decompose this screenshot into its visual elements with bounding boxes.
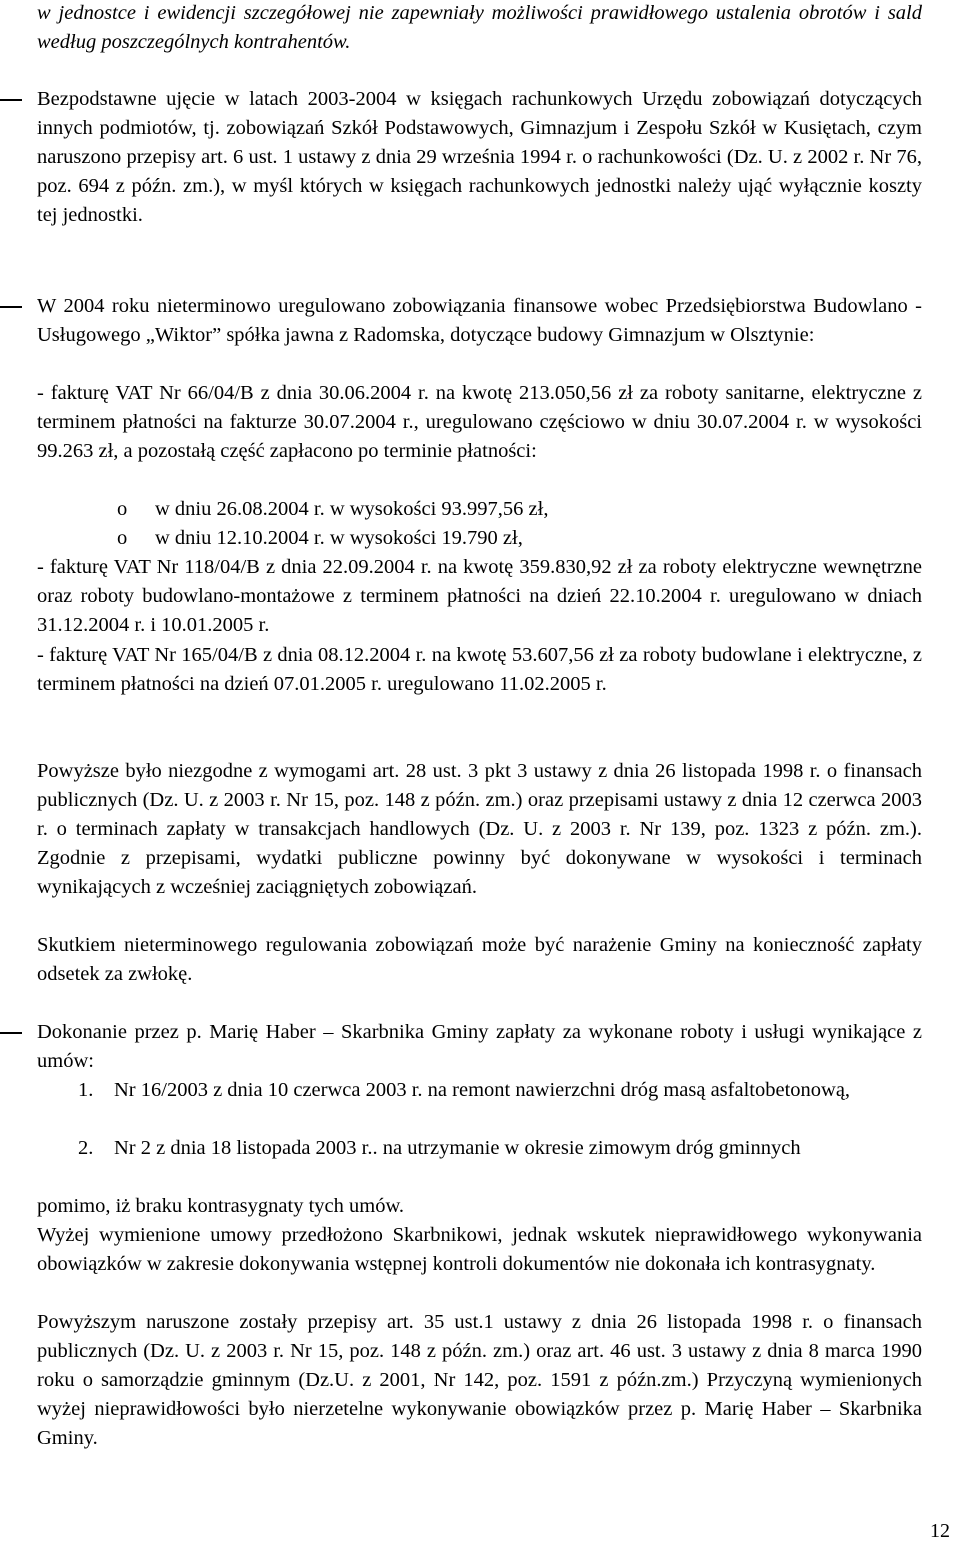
- paragraph-no-countersignature: pomimo, iż braku kontrasygnaty tych umów.: [37, 1195, 405, 1217]
- list-number: 2.: [78, 1137, 94, 1159]
- invoice-66-04-b: - fakturę VAT Nr 66/04/B z dnia 30.06.2004 r. na kwotę 213.050,56 zł za roboty sanitarne, elektryczne z terminem płatności na fakturze 30.07.2004 r., uregulowano częściowo w dniu 30.07.2004 r. w wysokości 99.263 zł, a pozostałą część zapłacono po terminie płatności:: [37, 382, 922, 462]
- contract-text-1: Nr 16/2003 z dnia 10 czerwca 2003 r. na remont nawierzchni dróg masą asfaltobetonową,: [114, 1079, 851, 1101]
- bullet-marker: o: [117, 527, 128, 549]
- paragraph-unjustified-liabilities: Bezpodstawne ujęcie w latach 2003-2004 w księgach rachunkowych Urzędu zobowiązań dotyczących innych podmiotów, tj. zobowiązań Szkół Podstawowych, Gimnazjum i Zespołu Szkół w Kusiętach, czym naruszono przepisy art. 6 ust. 1 ustawy z dnia 29 września 1994 r. o rachunkowości (Dz. U. z 2002 r. Nr 76, poz. 694 z późn. zm.), w myśl których w księgach rachunkowych jednostki należy ująć wyłącznie koszty tej jednostki.: [37, 88, 922, 226]
- dash-bullet: [0, 99, 22, 101]
- invoice-165-04-b: - fakturę VAT Nr 165/04/B z dnia 08.12.2004 r. na kwotę 53.607,56 zł za roboty budowlane i elektryczne, z terminem płatności na dzień 07.01.2005 r. uregulowano 11.02.2005 r.: [37, 644, 922, 695]
- bullet-marker: o: [117, 498, 128, 520]
- paragraph-consequence: Skutkiem nieterminowego regulowania zobowiązań może być narażenie Gminy na konieczność zapłaty odsetek za zwłokę.: [37, 934, 922, 985]
- finding-late-payments: [37, 292, 922, 350]
- finding-countersignature: [37, 1018, 922, 1076]
- contract-text-2: Nr 2 z dnia 18 listopada 2003 r.. na utrzymanie w okresie zimowym dróg gminnych: [114, 1137, 801, 1159]
- dash-bullet: [0, 1032, 22, 1034]
- paragraph-accounting-records: w jednostce i ewidencji szczegółowej nie zapewniały możliwości prawidłowego ustalenia obrotów i sald według poszczególnych kontrahentów.: [37, 2, 922, 53]
- payment-text-2: w dniu 12.10.2004 r. w wysokości 19.790 zł,: [155, 527, 523, 549]
- paragraph-violations: Powyższym naruszone zostały przepisy art. 35 ust.1 ustawy z dnia 26 listopada 1998 r. o finansach publicznych (Dz. U. z 2003 r. Nr 15, poz. 148 z późn. zm.) oraz art. 46 ust. 3 ustawy z dnia 8 marca 1990 roku o samorządzie gminnym (Dz.U. z 2001, Nr 142, poz. 1591 z późn.zm.) Przyczyną wymienionych wyżej nieprawidłowości było nierzetelne wykonywanie obowiązków przez p. Marię Haber – Skarbnika Gminy.: [37, 1311, 922, 1449]
- paragraph-late-payments: W 2004 roku nieterminowo uregulowano zobowiązania finansowe wobec Przedsiębiorstwa Budowlano - Usługowego „Wiktor” spółka jawna z Radomska, dotyczące budowy Gimnazjum w Olsztynie:: [37, 295, 922, 346]
- payment-item-1: [37, 495, 922, 524]
- contract-item-1: [37, 1076, 922, 1105]
- payment-text-1: w dniu 26.08.2004 r. w wysokości 93.997,56 zł,: [155, 498, 549, 520]
- finding-unjustified-liabilities: [37, 85, 922, 230]
- payment-item-2: [37, 524, 922, 553]
- paragraph-contracts-submitted: Wyżej wymienione umowy przedłożono Skarbnikowi, jednak wskutek nieprawidłowego wykonywania obowiązków w zakresie dokonywania wstępnej kontroli dokumentów nie dokonała ich kontrasygnaty.: [37, 1224, 922, 1275]
- paragraph-payment-contracts: Dokonanie przez p. Marię Haber – Skarbnika Gminy zapłaty za wykonane roboty i usługi wynikające z umów:: [37, 1021, 922, 1072]
- paragraph-legal-basis: Powyższe było niezgodne z wymogami art. 28 ust. 3 pkt 3 ustawy z dnia 26 listopada 1998 r. o finansach publicznych (Dz. U. z 2003 r. Nr 15, poz. 148 z późn. zm.) oraz przepisami ustawy z dnia 12 czerwca 2003 r. o terminach zapłaty w transakcjach handlowych (Dz. U. z 2003 r. Nr 139, poz. 1323 z późn. zm.). Zgodnie z przepisami, wydatki publiczne powinny być dokonywane w wysokości i terminach wynikających z wcześniej zaciągniętych zobowiązań.: [37, 760, 922, 898]
- page-number: 12: [930, 1520, 950, 1542]
- contract-item-2: [37, 1134, 922, 1163]
- invoice-118-04-b: - fakturę VAT Nr 118/04/B z dnia 22.09.2004 r. na kwotę 359.830,92 zł za roboty elektryczne wewnętrzne oraz roboty budowlano-montażowe z terminem płatności na dzień 22.10.2004 r. uregulowano w dniach 31.12.2004 r. i 10.01.2005 r.: [37, 556, 922, 636]
- dash-bullet: [0, 306, 22, 308]
- list-number: 1.: [78, 1079, 94, 1101]
